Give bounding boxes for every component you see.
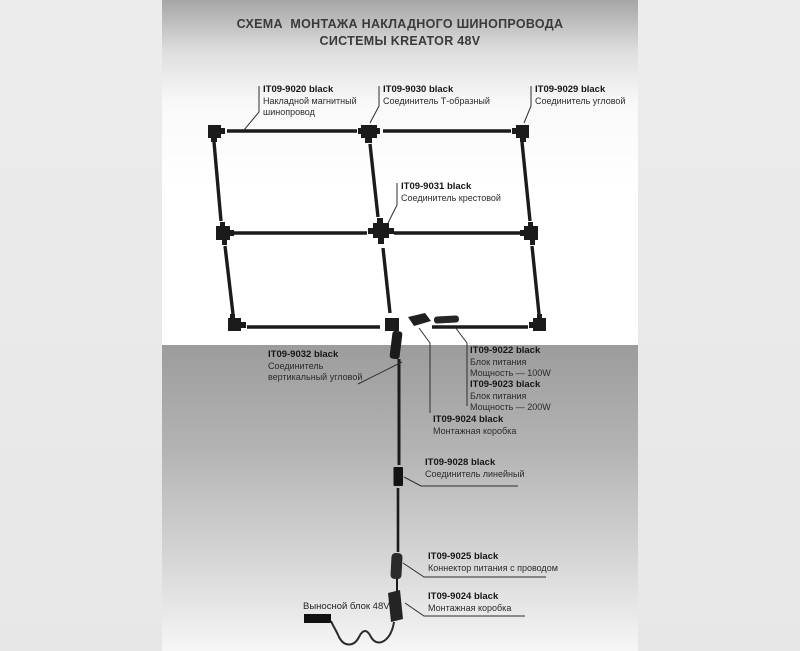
part-desc: Монтажная коробка [428,602,512,613]
part-desc: Мощность — 200W [470,402,551,412]
track-segment [370,144,378,217]
cross-connector [368,218,394,244]
leader-line-9022-9023 [455,327,467,406]
t-connector-top [358,125,380,143]
part-code: IT09-9023 black [470,379,541,390]
part-code: IT09-9025 black [428,551,499,562]
part-code: IT09-9031 black [401,181,472,192]
part-desc: вертикальный угловой [268,372,363,382]
part-code: IT09-9030 black [383,84,454,95]
part-desc: Мощность — 100W [470,368,551,378]
leader-line-9030 [370,86,379,123]
vertical-corner-connector [385,318,403,360]
t-connector-left [216,222,234,245]
part-desc: Соединитель [268,360,324,371]
label-it09-9032 [268,349,362,384]
corner-connector-top-left [208,125,225,142]
connectors [208,125,546,360]
part-code: IT09-9024 black [428,591,499,602]
label-it09-9031 [401,181,501,204]
part-code: IT09-9029 black [535,84,606,95]
leader-line-9024a [419,328,430,413]
part-desc: Соединитель угловой [535,95,626,106]
part-code: IT09-9028 black [425,457,496,468]
corner-connector-bottom-left [228,314,246,331]
track-segment [225,246,233,314]
corner-connector-bottom-right [529,314,546,331]
track-segment [522,142,530,221]
linear-connector [394,467,404,486]
track-segment [532,246,539,314]
label-it09-9020 [263,84,357,119]
corner-connector-top-right [512,125,529,142]
part-desc: Блок питания [470,356,527,367]
part-desc: шинопровод [263,107,315,117]
part-code: IT09-9032 black [268,349,339,360]
diagram-title [162,16,638,50]
label-it09-9029 [535,84,625,107]
label-it09-9024-top [433,414,516,437]
leader-line-9020 [244,86,259,130]
power-supply-unit [434,315,459,323]
title-line-1: СХЕМА МОНТАЖА НАКЛАДНОГО ШИНОПРОВОДА [236,17,564,31]
label-external-power-block: Выносной блок 48V [303,601,390,612]
track-segment [214,142,221,221]
title-line-2: СИСТЕМЫ KREATOR 48V [319,34,481,48]
t-connector-right [520,222,538,245]
label-it09-9023 [470,379,551,414]
part-desc: Соединитель линейный [425,468,525,479]
leader-line-9029 [524,86,531,123]
label-it09-9024-bottom [428,591,511,614]
diagram-canvas [162,0,638,651]
label-it09-9022 [470,345,551,380]
mounting-box-bottom [388,590,403,622]
part-code: IT09-9024 black [433,414,504,425]
part-desc: Монтажная коробка [433,425,517,436]
leader-line-9031 [388,183,397,223]
power-cable [331,621,394,645]
leader-line-9032 [358,362,402,384]
label-it09-9030 [383,84,490,107]
part-desc: Соединитель крестовой [401,192,501,203]
external-power-block [304,614,331,623]
part-desc: Блок питания [470,390,527,401]
part-code: IT09-9022 black [470,345,541,356]
part-desc: Соединитель Т-образный [383,95,490,106]
power-connector [390,553,402,580]
part-code: IT09-9020 black [263,84,334,95]
label-it09-9028 [425,457,525,480]
mounting-box-on-track [408,313,431,326]
part-desc: Накладной магнитный [263,95,357,106]
label-it09-9025 [428,551,558,574]
part-desc: Коннектор питания с проводом [428,562,558,573]
track-segment [383,248,390,313]
